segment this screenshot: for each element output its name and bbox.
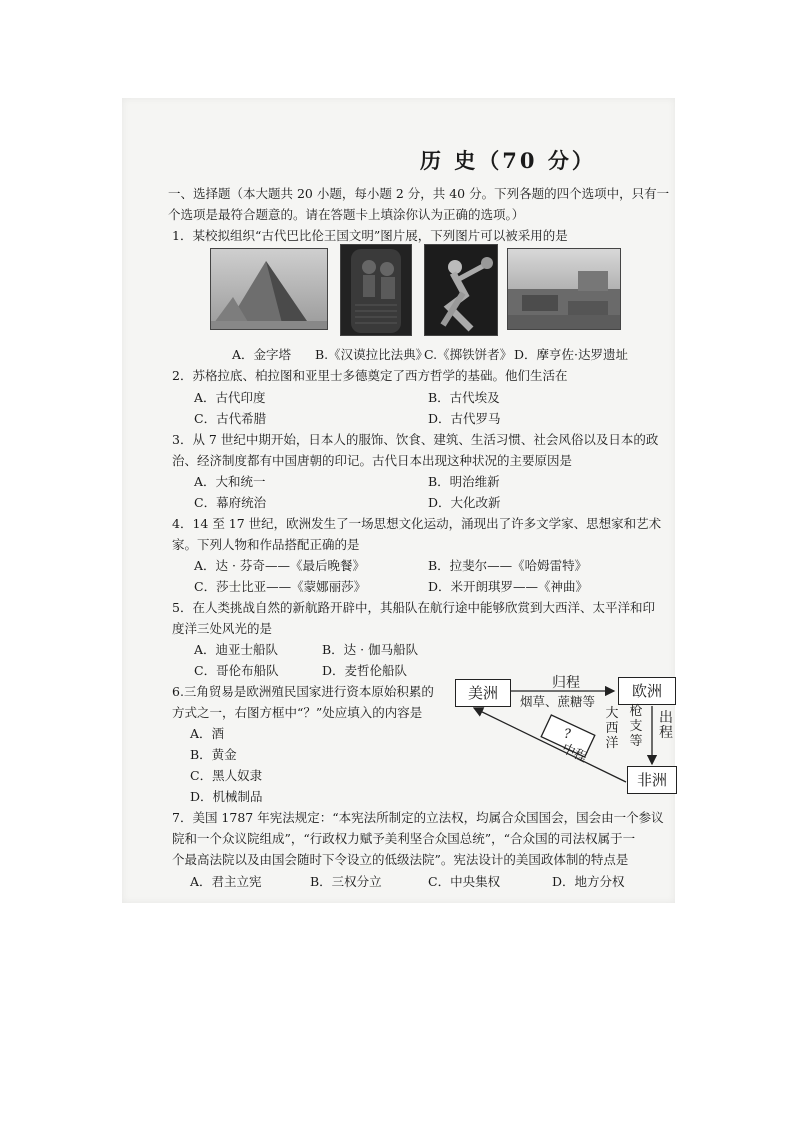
q2-option-d[interactable]: D．古代罗马 [428,411,501,426]
q7-option-b[interactable]: B．三权分立 [310,874,382,889]
america-box: 美洲 [455,679,511,707]
return-goods-label: 烟草、蔗糖等 [520,694,596,709]
q3-option-a[interactable]: A．大和统一 [194,474,266,489]
q4-option-d[interactable]: D．米开朗琪罗——《神曲》 [428,579,589,594]
stele-image [341,245,411,335]
q2-option-b[interactable]: B．古代埃及 [428,390,500,405]
q7-stem-line1: 7．美国 1787 年宪法规定：“本宪法所制定的立法权，均属合众国国会，国会由一个参议 [172,810,664,825]
q6-option-b[interactable]: B．黄金 [190,747,237,762]
q2-stem: 2．苏格拉底、柏拉图和亚里士多德奠定了西方哲学的基础。他们生活在 [172,368,568,383]
q4-stem-line1: 4．14 至 17 世纪，欧洲发生了一场思想文化运动，涌现出了许多文学家、思想家和艺术 [172,516,662,531]
pyramid-photo [210,248,328,330]
q6-option-d[interactable]: D．机械制品 [190,789,263,804]
discobolus-photo [424,244,498,336]
q2-option-c[interactable]: C．古代希腊 [194,411,267,426]
q6-option-c[interactable]: C．黑人奴隶 [190,768,263,783]
page-title: 历 史（70 分） [420,148,596,173]
europe-box: 欧洲 [618,677,676,705]
q4-stem-line2: 家。下列人物和作品搭配正确的是 [172,537,360,552]
code-of-hammurabi-photo [340,244,412,336]
q3-stem-line2: 治、经济制度都有中国唐朝的印记。古代日本出现这种状况的主要原因是 [172,453,573,468]
q5-stem-line1: 5．在人类挑战自然的新航路开辟中，其船队在航行途中能够欣赏到大西洋、太平洋和印 [172,600,655,615]
q7-option-d[interactable]: D．地方分权 [552,874,625,889]
q6-option-a[interactable]: A．酒 [190,726,225,741]
atlantic-ocean-label: 大西洋 [605,706,619,751]
q1-option-a[interactable]: A．金字塔 [232,347,292,362]
statue-image [425,245,497,335]
q1-stem: 1．某校拟组织“古代巴比伦王国文明”图片展，下列图片可以被采用的是 [172,228,568,243]
q5-option-b[interactable]: B．达 · 伽马船队 [322,642,419,657]
q7-stem-line2: 院和一个众议院组成”，“行政权力赋予美利坚合众国总统”，“合众国的司法权属于一 [172,831,636,846]
q5-option-c[interactable]: C．哥伦布船队 [194,663,279,678]
q3-option-b[interactable]: B．明治维新 [428,474,500,489]
africa-box: 非洲 [627,766,677,794]
pyramid-image [211,249,327,329]
q5-stem-line2: 度洋三处风光的是 [172,621,273,636]
q2-option-a[interactable]: A．古代印度 [194,390,266,405]
q7-stem-line3: 个最高法院以及由国会随时下令设立的低级法院”。宪法设计的美国政体制的特点是 [172,852,629,867]
outbound-route-label: 出程 [659,710,673,741]
q5-option-d[interactable]: D．麦哲伦船队 [322,663,408,678]
q7-option-a[interactable]: A．君主立宪 [190,874,262,889]
return-route-label: 归程 [552,675,580,691]
outbound-goods-label: 枪支等 [629,704,643,749]
q1-option-d[interactable]: D．摩亨佐·达罗遗址 [514,347,628,362]
q3-stem-line1: 3．从 7 世纪中期开始，日本人的服饰、饮食、建筑、生活习惯、社会风俗以及日本的政 [172,432,659,447]
q6-stem-line2: 方式之一，右图方框中“？”处应填入的内容是 [172,705,423,720]
section-instructions-line1: 一、选择题（本大题共 20 小题，每小题 2 分，共 40 分。下列各题的四个选项中，只有一 [168,186,670,201]
q3-option-c[interactable]: C．幕府统治 [194,495,267,510]
q5-option-a[interactable]: A．迪亚士船队 [194,642,279,657]
q1-option-b[interactable]: B.《汉谟拉比法典》 [315,347,429,362]
q3-option-d[interactable]: D．大化改新 [428,495,501,510]
q6-stem-line1: 6.三角贸易是欧洲殖民国家进行资本原始积累的 [172,684,434,699]
q7-option-c[interactable]: C．中央集权 [428,874,501,889]
middle-passage-label: 中程 [559,741,590,766]
ruins-image [508,249,620,329]
q4-option-a[interactable]: A．达 · 芬奇——《最后晚餐》 [194,558,365,573]
question-mark: ? [564,727,571,742]
mohenjo-daro-photo [507,248,621,330]
q1-option-c[interactable]: C.《掷铁饼者》 [424,347,513,362]
section-instructions-line2: 个选项是最符合题意的。请在答题卡上填涂你认为正确的选项。） [168,207,525,222]
q4-option-c[interactable]: C．莎士比亚——《蒙娜丽莎》 [194,579,367,594]
q4-option-b[interactable]: B．拉斐尔——《哈姆雷特》 [428,558,588,573]
